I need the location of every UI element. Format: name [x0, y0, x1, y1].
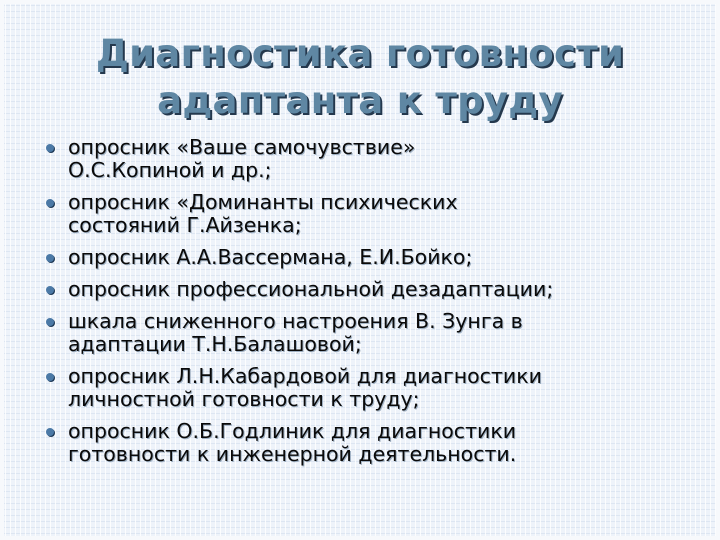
list-item-line-1: опросник «Ваше самочувствие»: [68, 135, 416, 159]
list-item: [46, 310, 696, 356]
list-item-line-1: опросник Л.Н.Кабардовой для диагностики: [68, 364, 542, 388]
list-item-line-2: адаптации Т.Н.Балашовой;: [68, 332, 362, 356]
list-item: [46, 136, 696, 182]
bullet-list: [46, 136, 696, 475]
bullet-dot-icon: [46, 199, 54, 207]
bullet-dot-icon: [46, 286, 54, 294]
list-item: [46, 191, 696, 237]
list-item-line-1: опросник профессиональной дезадаптации;: [68, 277, 554, 301]
bullet-dot-icon: [46, 318, 54, 326]
list-item-line-2: готовности к инженерной деятельности.: [68, 442, 517, 466]
list-item-line-1: опросник А.А.Вассермана, Е.И.Бойко;: [68, 245, 473, 269]
bullet-dot-icon: [46, 144, 54, 152]
bullet-dot-icon: [46, 373, 54, 381]
list-item-line-2: состояний Г.Айзенка;: [68, 213, 302, 237]
list-item: [46, 278, 696, 301]
list-item-line-1: шкала сниженного настроения В. Зунга в: [68, 309, 523, 333]
slide-title: [30, 30, 690, 124]
list-item-line-2: О.С.Копиной и др.;: [68, 158, 272, 182]
bullet-dot-icon: [46, 428, 54, 436]
list-item: [46, 365, 696, 411]
list-item: [46, 246, 696, 269]
list-item-line-1: опросник «Доминанты психических: [68, 190, 458, 214]
title-line-2: адаптанта к труду: [157, 79, 563, 122]
list-item-line-1: опросник О.Б.Годлиник для диагностики: [68, 419, 517, 443]
title-line-1: Диагностика готовности: [95, 32, 625, 75]
bullet-dot-icon: [46, 254, 54, 262]
list-item-line-2: личностной готовности к труду;: [68, 387, 420, 411]
list-item: [46, 420, 696, 466]
